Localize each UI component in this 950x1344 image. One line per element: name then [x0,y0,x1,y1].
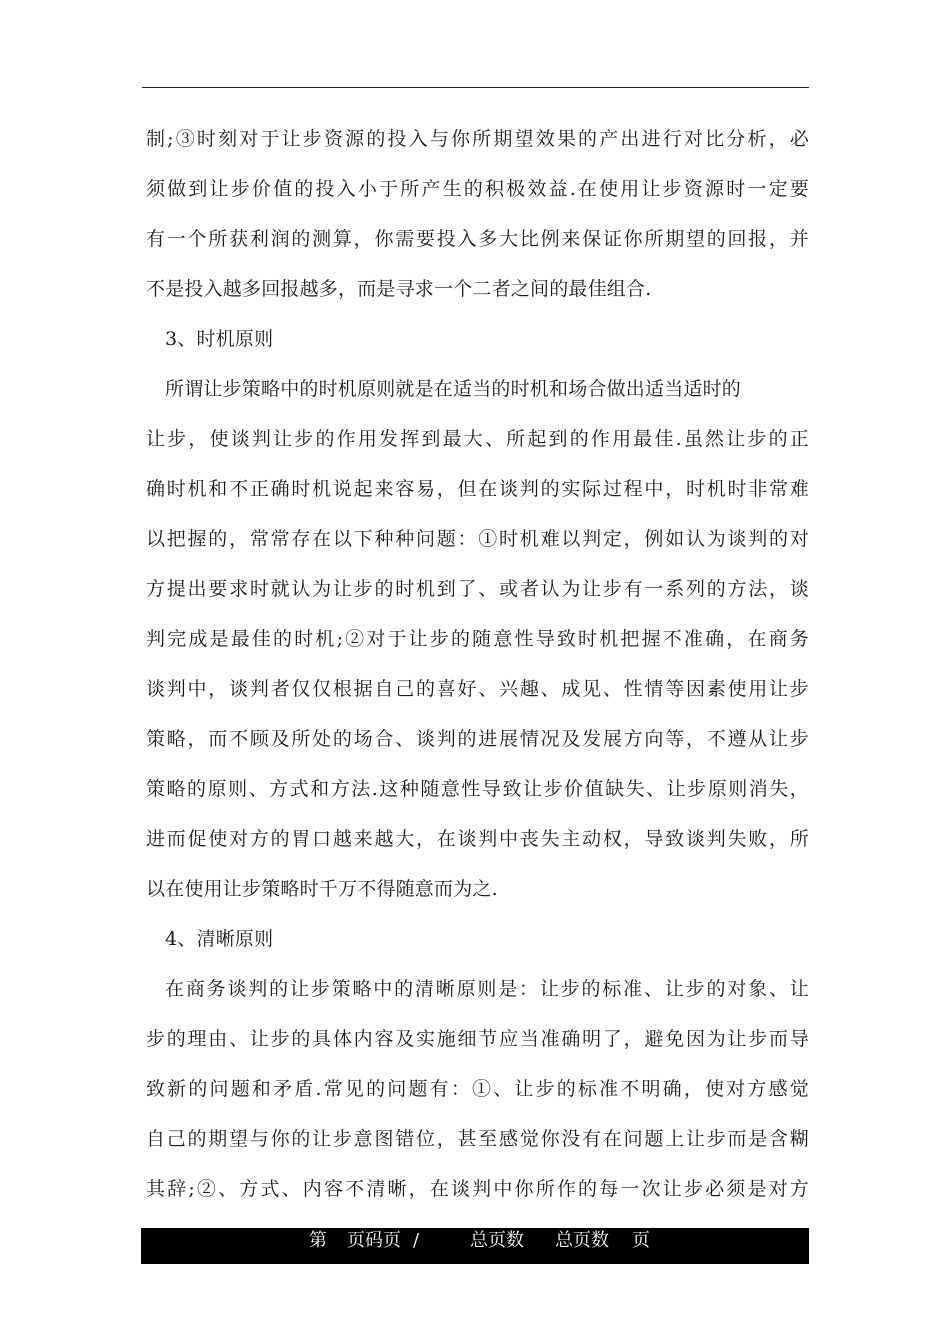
body-line: 不是投入越多回报越多，而是寻求一个二者之间的最佳组合. [146,278,652,300]
body-line: 在商务谈判的让步策略中的清晰原则是：让步的标准、让步的对象、让 [165,978,809,1000]
footer-separator: / [413,1230,420,1251]
body-line: 自己的期望与你的让步意图错位，甚至感觉你没有在问题上让步而是含糊 [146,1128,809,1150]
body-line: 判完成是最佳的时机;②对于让步的随意性导致时机把握不准确，在商务 [146,628,809,650]
body-line: 策略的原则、方式和方法.这种随意性导致让步价值缺失、让步原则消失， [146,778,809,800]
footer-page-suffix: 页 [632,1230,650,1251]
body-line: 有一个所获利润的测算，你需要投入多大比例来保证你所期望的回报，并 [146,228,809,250]
body-line: 须做到让步价值的投入小于所产生的积极效益.在使用让步资源时一定要 [146,178,809,200]
section-heading-clarity: 4、清晰原则 [165,928,274,950]
body-line: 步的理由、让步的具体内容及实施细节应当准确明了，避免因为让步而导 [146,1028,809,1050]
body-line: 致新的问题和矛盾.常见的问题有：①、让步的标准不明确，使对方感觉 [146,1078,809,1100]
body-line: 进而促使对方的胃口越来越大，在谈判中丧失主动权，导致谈判失败，所 [146,828,809,850]
body-line: 以把握的，常常存在以下种种问题：①时机难以判定，例如认为谈判的对 [146,528,809,550]
footer-bar [141,1228,809,1264]
body-line: 其辞;②、方式、内容不清晰，在谈判中你所作的每一次让步必须是对方 [146,1178,809,1200]
body-line: 让步，使谈判让步的作用发挥到最大、所起到的作用最佳.虽然让步的正 [146,428,809,450]
footer-total-pages: 总页数 [470,1230,524,1251]
footer-page-prefix: 第 [309,1230,327,1251]
body-line: 确时机和不正确时机说起来容易，但在谈判的实际过程中，时机时非常难 [146,478,809,500]
body-line: 所谓让步策略中的时机原则就是在适当的时机和场合做出适当适时的 [165,378,742,400]
body-line: 方提出要求时就认为让步的时机到了、或者认为让步有一系列的方法，谈 [146,578,809,600]
document-body [146,114,809,1214]
header-rule [142,87,809,88]
body-line: 策略，而不顾及所处的场合、谈判的进展情况及发展方向等，不遵从让步 [146,728,809,750]
body-line: 以在使用让步策略时千万不得随意而为之. [146,878,498,900]
footer-total-pages-2: 总页数 [555,1230,609,1251]
body-line: 谈判中，谈判者仅仅根据自己的喜好、兴趣、成见、性情等因素使用让步 [146,678,809,700]
footer-page-number: 页码页 [347,1230,401,1251]
body-line: 制;③时刻对于让步资源的投入与你所期望效果的产出进行对比分析，必 [146,128,809,150]
section-heading-timing: 3、时机原则 [165,328,274,350]
